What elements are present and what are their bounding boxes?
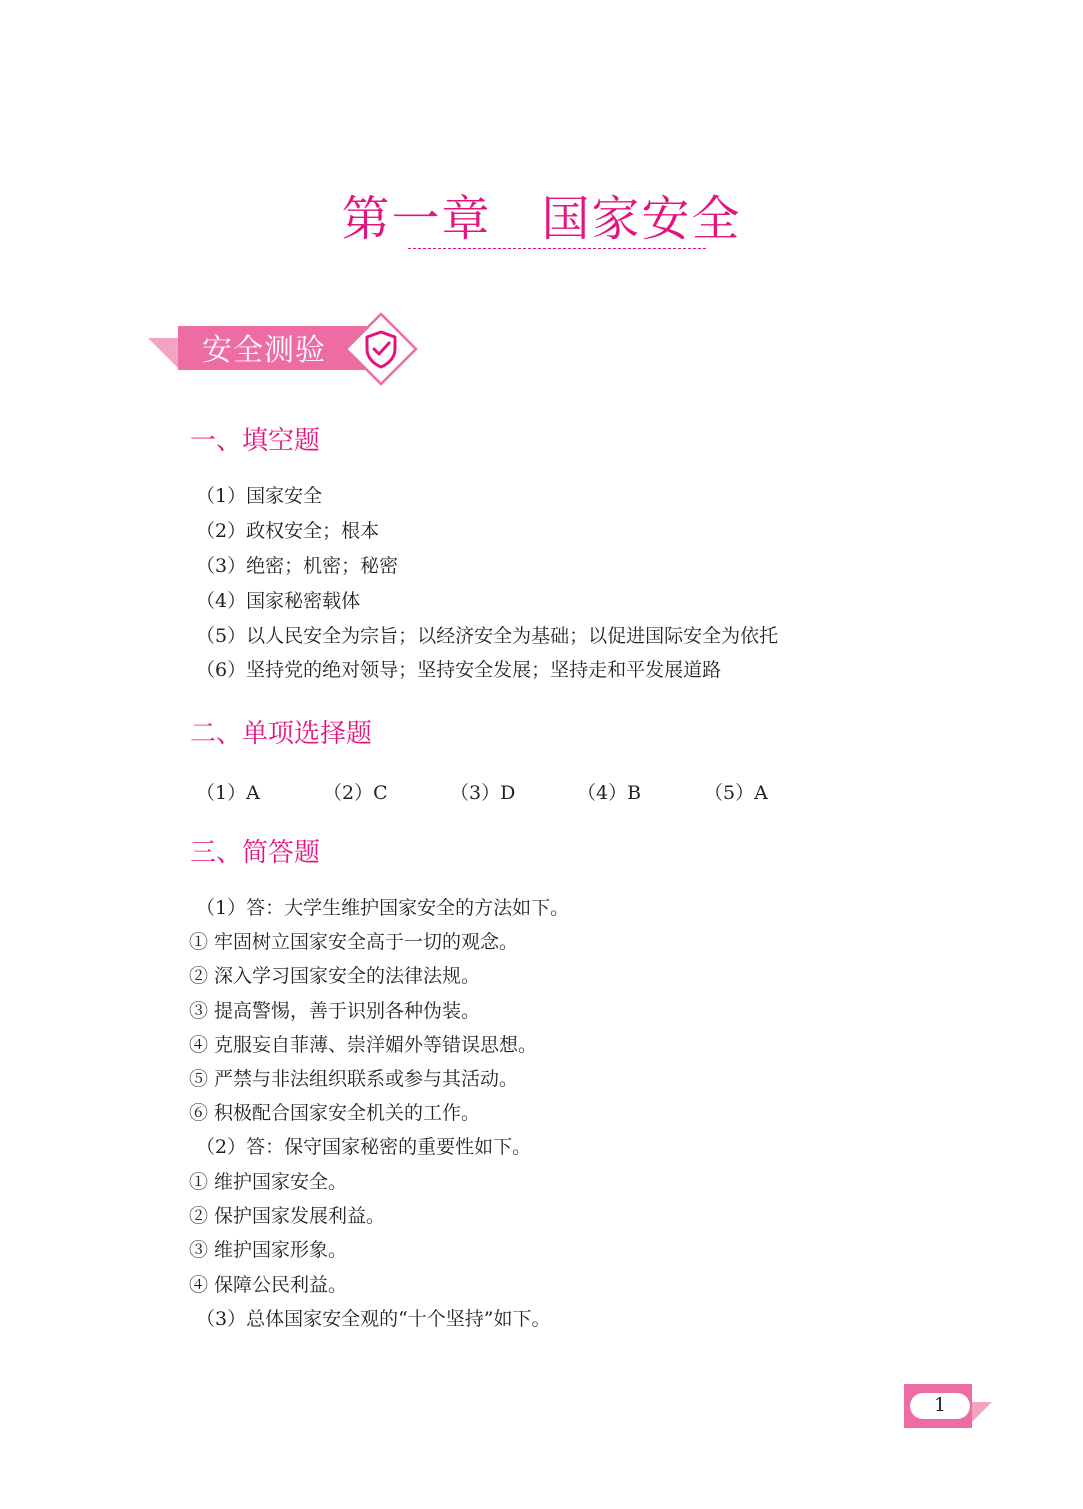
banner-label: 安全测验 bbox=[202, 333, 326, 368]
choice-answer: （3）D bbox=[450, 782, 516, 804]
section-heading-fill-blank: 一、填空题 bbox=[190, 426, 321, 456]
fill-blank-answer: （1）国家安全 bbox=[196, 485, 323, 507]
section-heading-short-answer: 三、简答题 bbox=[190, 838, 321, 868]
choice-answer: （2）C bbox=[323, 782, 388, 804]
fill-blank-answer: （3）绝密；机密；秘密 bbox=[196, 555, 399, 577]
choice-answer: （5）A bbox=[704, 782, 768, 804]
short-answer-point: ④ 克服妄自菲薄、崇洋媚外等错误思想。 bbox=[189, 1034, 538, 1056]
short-answer-point: ⑤ 严禁与非法组织联系或参与其活动。 bbox=[189, 1068, 519, 1090]
short-answer-point: ① 维护国家安全。 bbox=[189, 1171, 348, 1193]
choice-answer: （1）A bbox=[196, 782, 260, 804]
short-answer-point: ④ 保障公民利益。 bbox=[189, 1274, 348, 1296]
short-answer-point: ② 保护国家发展利益。 bbox=[189, 1205, 386, 1227]
short-answer-point: ① 牢固树立国家安全高于一切的观念。 bbox=[189, 931, 519, 953]
chapter-title: 第一章 国家安全 bbox=[341, 191, 742, 247]
shield-check-icon bbox=[346, 314, 416, 384]
fill-blank-answer: （5）以人民安全为宗旨；以经济安全为基础；以促进国际安全为依托 bbox=[196, 625, 779, 647]
chapter-title-underline bbox=[408, 248, 706, 249]
page-number: 1 bbox=[933, 1394, 947, 1416]
short-answer-point: ② 深入学习国家安全的法律法规。 bbox=[189, 965, 481, 987]
page-number-tab bbox=[904, 1384, 994, 1430]
section-banner bbox=[148, 312, 420, 390]
fill-blank-answer: （6）坚持党的绝对领导；坚持安全发展；坚持走和平发展道路 bbox=[196, 659, 722, 681]
short-answer-point: ③ 提高警惕，善于识别各种伪装。 bbox=[189, 1000, 481, 1022]
section-heading-single-choice: 二、单项选择题 bbox=[190, 719, 373, 749]
short-answer-point: ③ 维护国家形象。 bbox=[189, 1239, 348, 1261]
short-answer-question: （3）总体国家安全观的“十个坚持”如下。 bbox=[196, 1308, 551, 1330]
choice-answer: （4）B bbox=[577, 782, 642, 804]
fill-blank-answer: （2）政权安全；根本 bbox=[196, 520, 380, 542]
short-answer-question: （1）答：大学生维护国家安全的方法如下。 bbox=[196, 897, 570, 919]
short-answer-point: ⑥ 积极配合国家安全机关的工作。 bbox=[189, 1102, 481, 1124]
fill-blank-answer: （4）国家秘密载体 bbox=[196, 590, 361, 612]
short-answer-question: （2）答：保守国家秘密的重要性如下。 bbox=[196, 1136, 532, 1158]
